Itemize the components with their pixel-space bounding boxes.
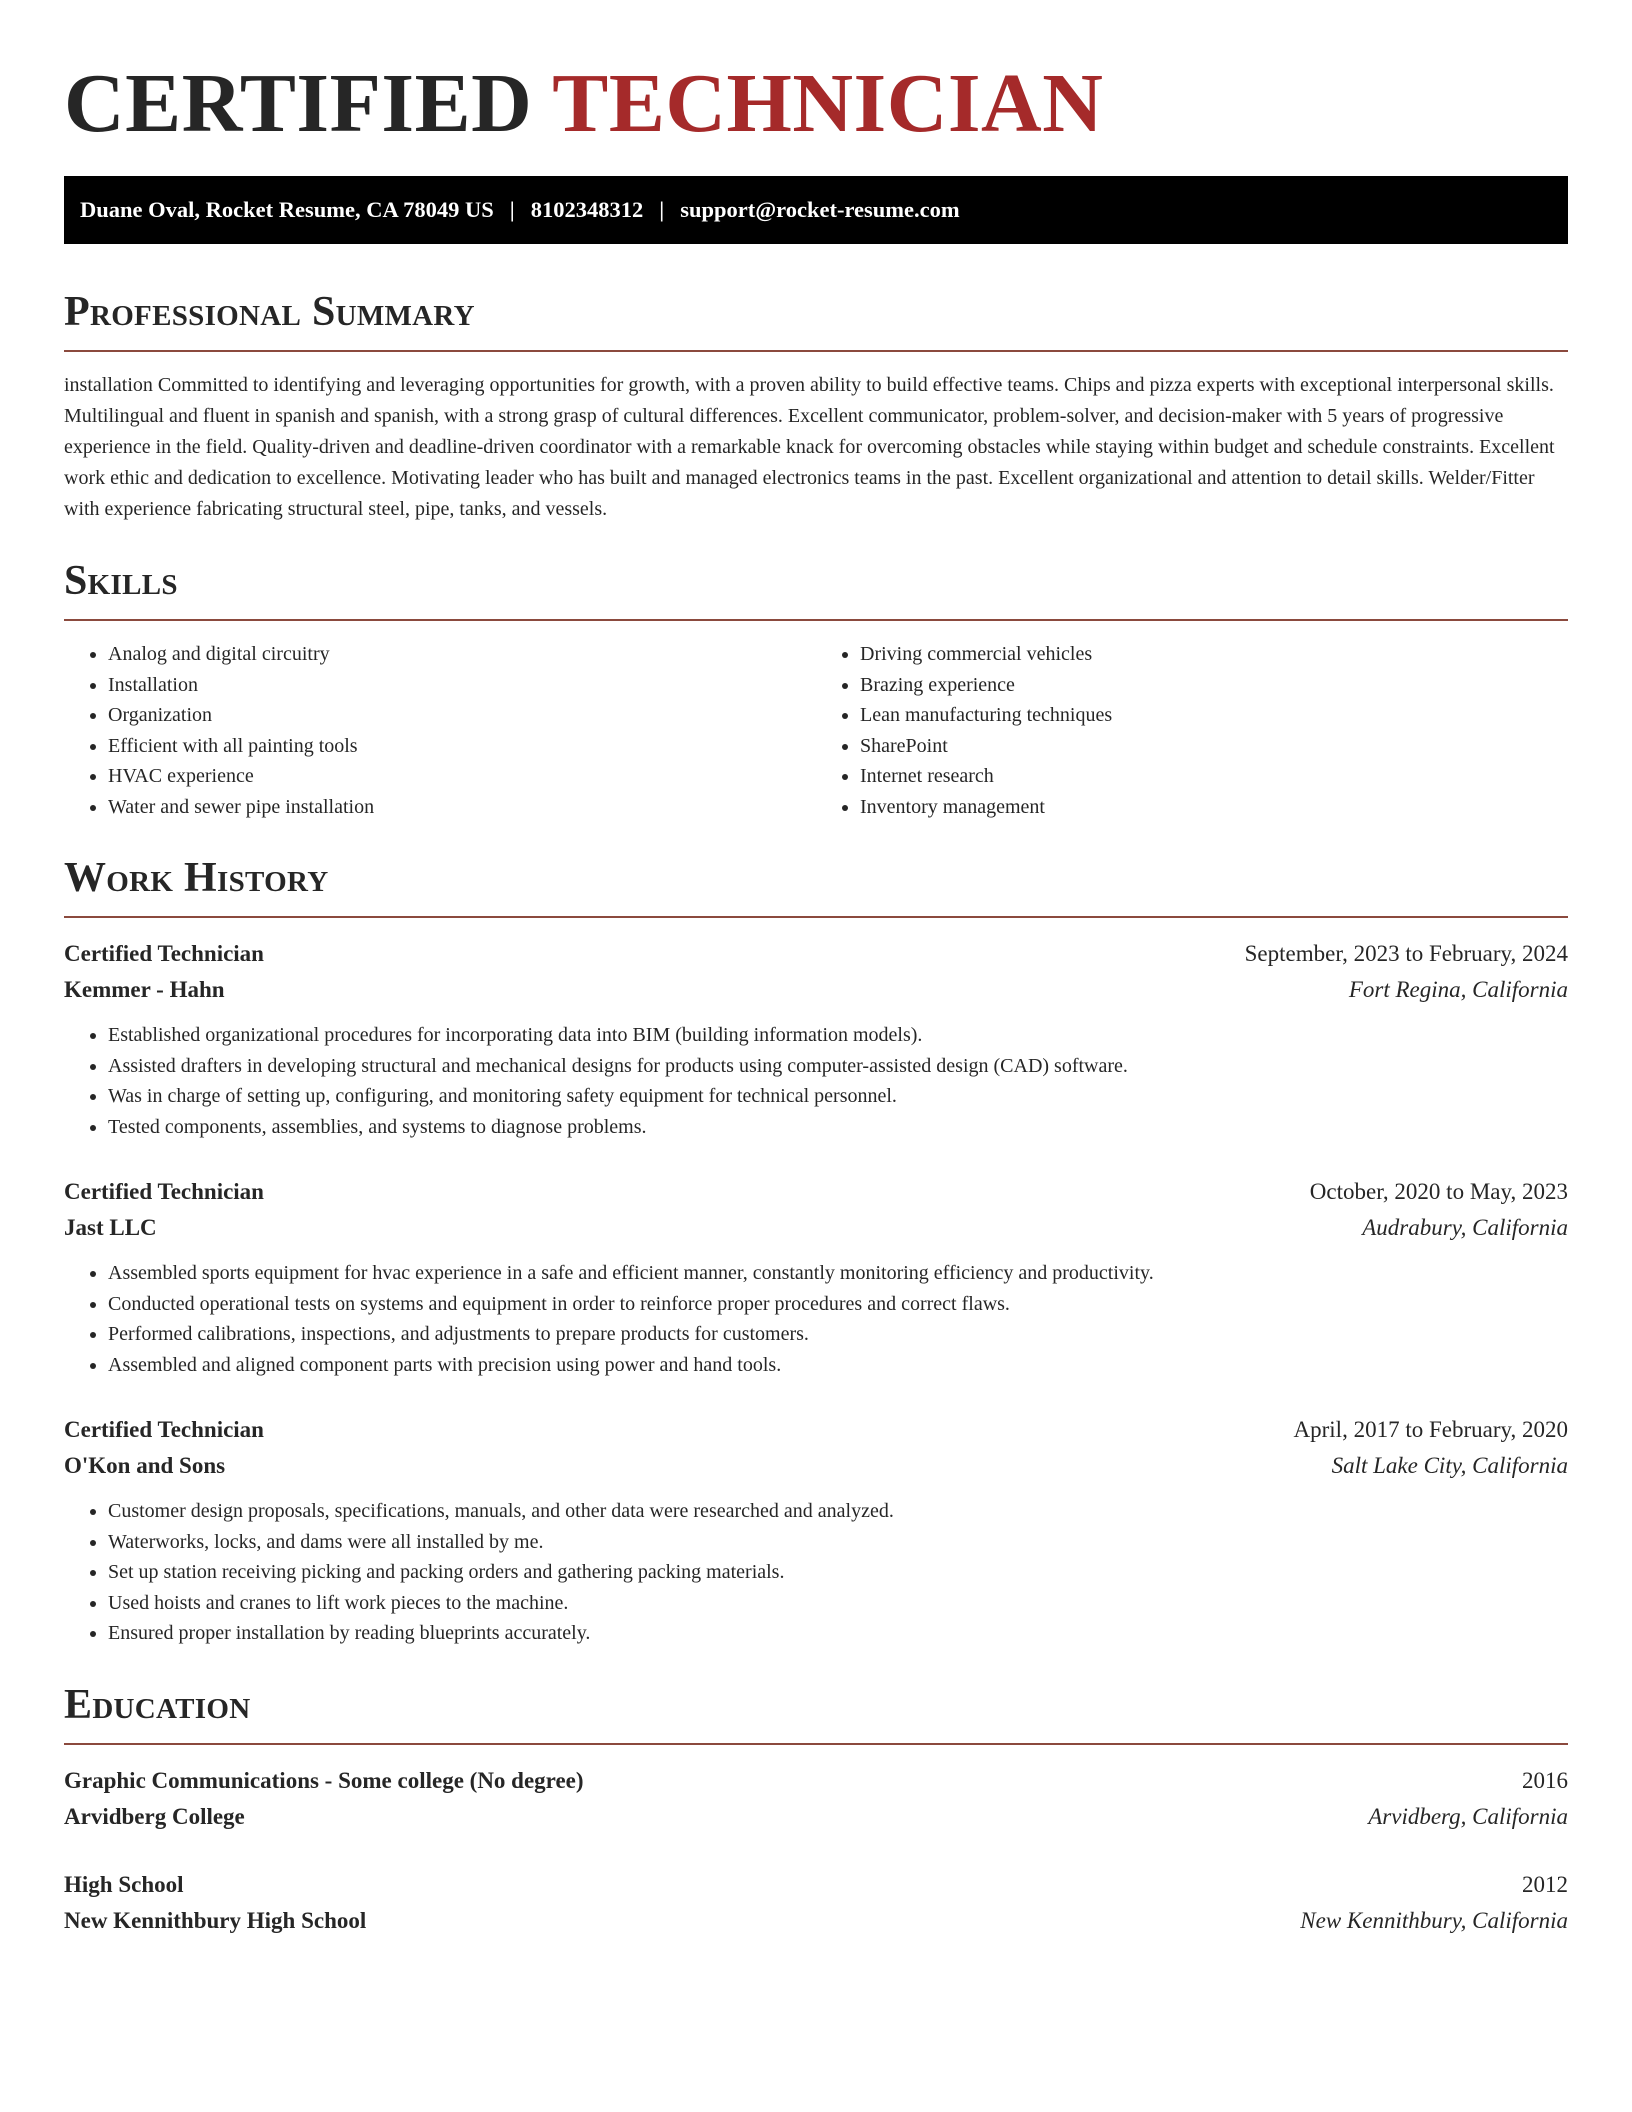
job-bullet: • Set up station receiving picking and packing orders and gathering packing materials. — [108, 1557, 1568, 1588]
job-bullet: • Used hoists and cranes to lift work pieces to the machine. — [108, 1588, 1568, 1619]
job-dates: September, 2023 to February, 2024 — [1244, 941, 1568, 966]
education-location: New Kennithbury, California — [1300, 1907, 1568, 1933]
education-school-row — [64, 1903, 1568, 1939]
job-entry — [64, 1412, 1568, 1649]
summary-text: installation Committed to identifying and leveraging opportunities for growth, with a proven ability to build effective teams. Chips and pizza experts with exceptional interpersonal skills. Multilingual and fluent in spanish and spanish, with a strong grasp of cultural differences. Excellent communicator, problem-solver, and decision-maker with 5 years of progressive experience in the field. Quality-driven and deadline-driven coordinator with a remarkable knack for overcoming obstacles while staying within budget and schedule constraints. Excellent work ethic and dedication to excellence. Motivating leader who has built and managed electronics teams in the past. Excellent organizational and attention to detail skills. Welder/Fitter with experience fabricating structural steel, pipe, tanks, and vessels. — [64, 374, 1555, 520]
job-dates: April, 2017 to February, 2020 — [1293, 1417, 1568, 1442]
job-bullet: • Conducted operational tests on systems and equipment in order to reinforce proper procedures and correct flaws. — [108, 1289, 1568, 1320]
education-school: Arvidberg College — [64, 1803, 245, 1829]
skill-item: • Installation — [108, 670, 816, 701]
job-bullet: • Was in charge of setting up, configuring, and monitoring safety equipment for technical personnel. — [108, 1081, 1568, 1112]
contact-address: Duane Oval, Rocket Resume, CA 78049 US — [80, 197, 494, 222]
job-company-row — [64, 1448, 1568, 1484]
resume-name — [64, 56, 1568, 152]
education-school: New Kennithbury High School — [64, 1907, 367, 1933]
job-entry — [64, 1174, 1568, 1380]
job-header-row — [64, 1174, 1568, 1210]
contact-phone: 8102348312 — [530, 197, 644, 222]
skill-item: • Lean manufacturing techniques — [860, 700, 1568, 731]
job-bullet: • Assisted drafters in developing structural and mechanical designs for products using computer-assisted design (CAD) software. — [108, 1051, 1568, 1082]
contact-separator: | — [509, 197, 515, 222]
skill-item: • Organization — [108, 700, 816, 731]
education-entry — [64, 1763, 1568, 1835]
job-bullet: • Performed calibrations, inspections, and adjustments to prepare products for customers. — [108, 1319, 1568, 1350]
job-entry — [64, 936, 1568, 1142]
skill-item: • Internet research — [860, 761, 1568, 792]
section-divider — [64, 916, 1568, 918]
job-company: Jast LLC — [64, 1215, 157, 1240]
job-bullet: • Tested components, assemblies, and systems to diagnose problems. — [108, 1112, 1568, 1143]
job-title: Certified Technician — [64, 1179, 264, 1204]
education-header-row — [64, 1867, 1568, 1903]
education-year: 2012 — [1522, 1871, 1568, 1897]
education-entry — [64, 1867, 1568, 1939]
skill-item: • Inventory management — [860, 792, 1568, 823]
job-title: Certified Technician — [64, 1417, 264, 1442]
job-location: Salt Lake City, California — [1331, 1453, 1568, 1478]
job-company: O'Kon and Sons — [64, 1453, 226, 1478]
job-bullet: • Assembled sports equipment for hvac experience in a safe and efficient manner, constantly monitoring efficiency and productivity. — [108, 1258, 1568, 1289]
job-bullet: • Waterworks, locks, and dams were all installed by me. — [108, 1527, 1568, 1558]
skill-item: • Analog and digital circuitry — [108, 639, 816, 670]
education-section — [64, 1679, 1568, 1939]
job-location: Audrabury, California — [1362, 1215, 1568, 1240]
skills-column-right — [816, 639, 1568, 822]
education-school-row — [64, 1799, 1568, 1835]
skills-section — [64, 555, 1568, 822]
section-title-education: Education — [64, 1681, 251, 1728]
education-degree: High School — [64, 1871, 184, 1897]
name-last: TECHNICIAN — [552, 57, 1104, 150]
job-location: Fort Regina, California — [1348, 977, 1568, 1002]
job-company: Kemmer - Hahn — [64, 977, 225, 1002]
skill-item: • Brazing experience — [860, 670, 1568, 701]
contact-bar — [64, 176, 1568, 244]
section-title-skills: Skills — [64, 558, 178, 604]
section-divider — [64, 350, 1568, 352]
job-header-row — [64, 936, 1568, 972]
skill-item: • SharePoint — [860, 731, 1568, 762]
job-bullet: • Customer design proposals, specifications, manuals, and other data were researched and analyzed. — [108, 1496, 1568, 1527]
skill-item: • Efficient with all painting tools — [108, 731, 816, 762]
skills-column-left — [64, 639, 816, 822]
skills-list — [64, 639, 1568, 822]
job-bullets — [64, 1258, 1568, 1380]
work-history-section — [64, 852, 1568, 1649]
education-degree: Graphic Communications - Some college (No degree) — [64, 1767, 584, 1793]
skill-item: • Driving commercial vehicles — [860, 639, 1568, 670]
job-bullets — [64, 1496, 1568, 1649]
education-header-row — [64, 1763, 1568, 1799]
education-location: Arvidberg, California — [1368, 1803, 1568, 1829]
job-company-row — [64, 1210, 1568, 1246]
skill-item: • Water and sewer pipe installation — [108, 792, 816, 823]
job-company-row — [64, 972, 1568, 1008]
job-bullet: • Established organizational procedures for incorporating data into BIM (building information models). — [108, 1020, 1568, 1051]
job-title: Certified Technician — [64, 941, 264, 966]
summary-section — [64, 286, 1568, 525]
job-header-row — [64, 1412, 1568, 1448]
name-first: CERTIFIED — [64, 57, 533, 150]
education-year: 2016 — [1522, 1767, 1568, 1793]
section-divider — [64, 1743, 1568, 1745]
skill-item: • HVAC experience — [108, 761, 816, 792]
contact-email: support@rocket-resume.com — [680, 197, 960, 222]
job-bullets — [64, 1020, 1568, 1142]
section-divider — [64, 619, 1568, 621]
section-title-summary: Professional Summary — [64, 289, 475, 335]
job-bullet: • Ensured proper installation by reading blueprints accurately. — [108, 1618, 1568, 1649]
section-title-work-history: Work History — [64, 855, 329, 901]
contact-separator: | — [659, 197, 665, 222]
job-dates: October, 2020 to May, 2023 — [1309, 1179, 1568, 1204]
job-bullet: • Assembled and aligned component parts with precision using power and hand tools. — [108, 1350, 1568, 1381]
